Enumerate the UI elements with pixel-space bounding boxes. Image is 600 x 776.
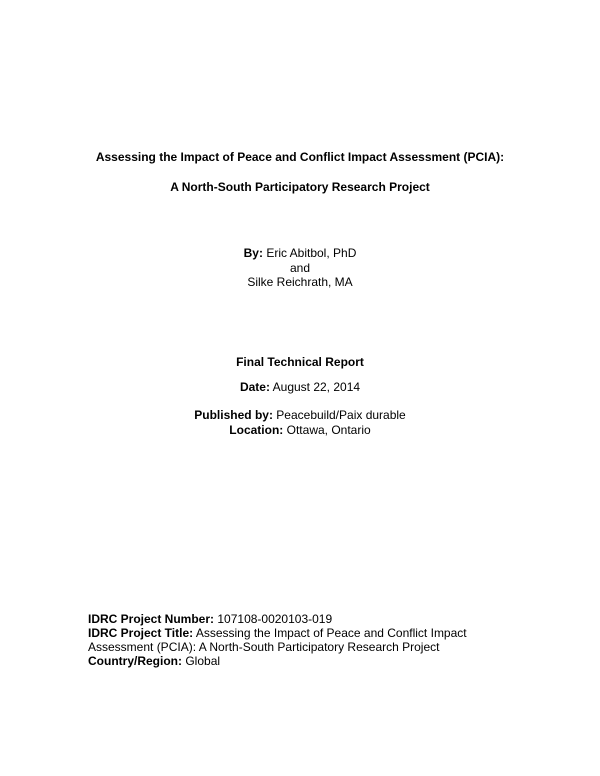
idrc-project-title-continued: Assessment (PCIA): A North-South Participatory Research Project xyxy=(88,640,440,654)
published-label: Published by: xyxy=(194,408,273,422)
idrc-project-number xyxy=(88,612,508,627)
date-line xyxy=(0,380,600,395)
idrc-project-title xyxy=(88,626,508,641)
author-2: Silke Reichrath, MA xyxy=(247,275,353,289)
by-label: By: xyxy=(243,246,263,260)
location-label: Location: xyxy=(229,423,284,437)
country-label: Country/Region: xyxy=(88,654,182,668)
idrc-number-value: 107108-0020103-019 xyxy=(217,612,333,626)
location-value: Ottawa, Ontario xyxy=(286,423,371,437)
author-1: Eric Abitbol, PhD xyxy=(266,246,357,260)
idrc-number-label: IDRC Project Number: xyxy=(88,612,215,626)
authors-line xyxy=(0,246,600,261)
authors-conjunction: and xyxy=(289,261,311,275)
report-title-line2: A North-South Participatory Research Project xyxy=(170,180,430,194)
published-value: Peacebuild/Paix durable xyxy=(276,408,406,422)
idrc-title-label: IDRC Project Title: xyxy=(88,626,194,640)
published-line xyxy=(0,408,600,423)
report-title-line1: Assessing the Impact of Peace and Conflict Impact Assessment (PCIA): xyxy=(95,150,505,164)
date-label: Date: xyxy=(239,380,270,394)
idrc-country-region xyxy=(88,654,508,669)
date-value: August 22, 2014 xyxy=(272,380,361,394)
idrc-title-value-line1: Assessing the Impact of Peace and Conflict Impact xyxy=(195,626,467,640)
location-line xyxy=(0,423,600,438)
report-type: Final Technical Report xyxy=(236,355,364,369)
country-value: Global xyxy=(185,654,221,668)
